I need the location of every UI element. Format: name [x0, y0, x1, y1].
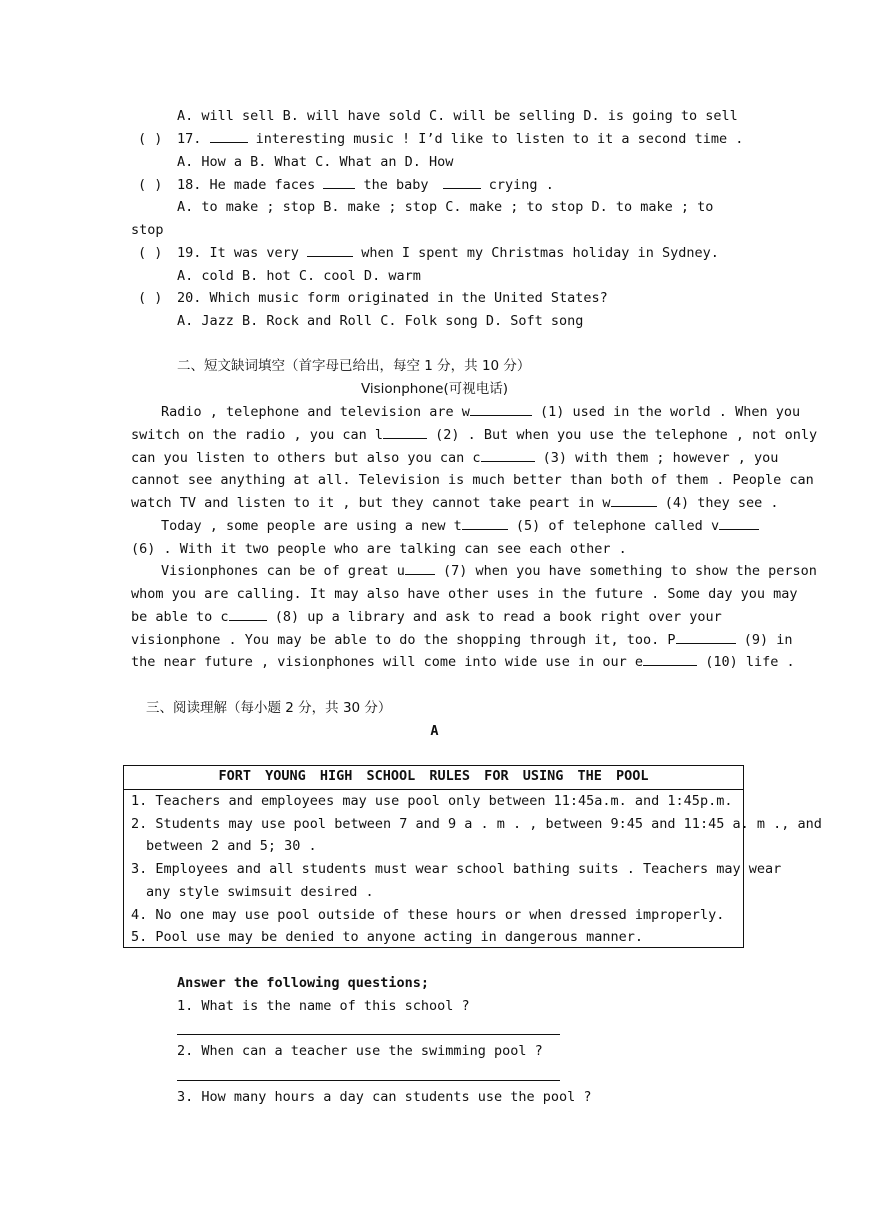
q17-text: interesting music ! I’d like to listen to it a second time .	[255, 131, 744, 147]
q18-text-c: crying .	[488, 177, 554, 193]
passage-line-8: Visionphones can be of great u (7) when you have something to show the person	[161, 563, 817, 579]
rule-3: 3. Employees and all students must wear school bathing suits . Teachers may wear	[131, 861, 782, 877]
q18-blank-1[interactable]	[323, 175, 355, 189]
q17-options: A. How a B. What C. What an D. How	[177, 154, 454, 170]
rule-4: 4. No one may use pool outside of these hours or when dressed improperly.	[131, 907, 725, 923]
question-1: 1. What is the name of this school ?	[177, 998, 470, 1014]
question-2: 2. When can a teacher use the swimming pool ?	[177, 1043, 543, 1059]
rules-table	[123, 765, 822, 948]
blank-4[interactable]	[611, 493, 657, 507]
passage-title: Visionphone(可视电话)	[360, 381, 509, 397]
rules-table-title: FORT YOUNG HIGH SCHOOL RULES FOR USING THE POOL	[218, 768, 649, 784]
question-3: 3. How many hours a day can students use the pool ?	[177, 1089, 592, 1105]
passage-line-7: (6) . With it two people who are talking can see each other .	[131, 541, 627, 557]
blank-7[interactable]	[405, 561, 435, 575]
q18-text-a: He made faces	[209, 177, 316, 193]
part-label: A	[430, 723, 439, 739]
blank-5[interactable]	[462, 516, 508, 530]
section3-heading: 三、阅读理解（每小题 2 分，共 30 分）	[146, 700, 392, 716]
section2-heading: 二、短文缺词填空（首字母已给出，每空 1 分，共 10 分）	[177, 358, 531, 374]
passage-line-1: Radio , telephone and television are w (1) used in the world . When you	[161, 404, 801, 420]
q18-number: 18.	[177, 177, 202, 193]
passage-line-4: cannot see anything at all. Television is much better than both of them . People can	[131, 472, 814, 488]
rule-2-cont: between 2 and 5; 30 .	[146, 838, 317, 854]
rule-1: 1. Teachers and employees may use pool only between 11:45a.m. and 1:45p.m.	[131, 793, 733, 809]
answer-line-1[interactable]	[177, 1034, 560, 1035]
q17-stem	[177, 129, 743, 149]
q19-text-b: when I spent my Christmas holiday in Sydney.	[361, 245, 719, 261]
answer-line-2[interactable]	[177, 1080, 560, 1081]
blank-9[interactable]	[676, 630, 736, 644]
q20-text: Which music form originated in the United States?	[209, 290, 608, 306]
q17-blank[interactable]	[210, 129, 248, 143]
q18-text-b: the baby	[363, 177, 429, 193]
q19-paren: ( )	[138, 245, 163, 261]
q20-paren: ( )	[138, 290, 163, 306]
passage-line-5: watch TV and listen to it , but they cannot take peart in w (4) they see .	[131, 495, 779, 511]
blank-2[interactable]	[383, 425, 427, 439]
passage-line-11: visionphone . You may be able to do the shopping through it, too. P (9) in	[131, 632, 793, 648]
q17-number: 17.	[177, 131, 202, 147]
passage-line-2: switch on the radio , you can l (2) . But when you use the telephone , not only	[131, 427, 818, 443]
q17-paren: ( )	[138, 131, 163, 147]
q16-options: A. will sell B. will have sold C. will be selling D. is going to sell	[177, 108, 738, 124]
blank-1[interactable]	[470, 402, 532, 416]
blank-8[interactable]	[229, 607, 267, 621]
q20-number: 20.	[177, 290, 202, 306]
passage-line-6: Today , some people are using a new t (5) of telephone called v	[161, 516, 737, 536]
blank-6[interactable]	[719, 516, 759, 530]
rule-5: 5. Pool use may be denied to anyone acting in dangerous manner.	[131, 929, 644, 945]
q18-blank-2[interactable]	[443, 175, 481, 189]
passage-line-12: the near future , visionphones will come into wide use in our e (10) life .	[131, 654, 795, 670]
q20-options: A. Jazz B. Rock and Roll C. Folk song D. Soft song	[177, 313, 584, 329]
q18-options-wrap: stop	[131, 222, 164, 238]
passage-line-10: be able to c (8) up a library and ask to read a book right over your	[131, 609, 722, 625]
q18-options: A. to make ; stop B. make ; stop C. make ; to stop D. to make ; to	[177, 199, 714, 215]
q20-stem	[177, 288, 608, 308]
rule-3-cont: any style swimsuit desired .	[146, 884, 374, 900]
q19-text-a: It was very	[209, 245, 299, 261]
q19-number: 19.	[177, 245, 202, 261]
blank-3[interactable]	[481, 448, 535, 462]
passage-line-3: can you listen to others but also you can c (3) with them ; however , you	[131, 450, 779, 466]
q18-paren: ( )	[138, 177, 163, 193]
questions-heading: Answer the following questions;	[177, 975, 429, 991]
rules-table-header	[124, 766, 743, 790]
rule-2: 2. Students may use pool between 7 and 9 a . m . , between 9:45 and 11:45 a. m ., and	[131, 816, 822, 832]
q19-options: A. cold B. hot C. cool D. warm	[177, 268, 421, 284]
q19-stem	[177, 243, 719, 263]
q19-blank[interactable]	[307, 243, 353, 257]
passage-line-9: whom you are calling. It may also have other uses in the future . Some day you may	[131, 586, 798, 602]
blank-10[interactable]	[643, 652, 697, 666]
q18-stem	[177, 175, 554, 195]
